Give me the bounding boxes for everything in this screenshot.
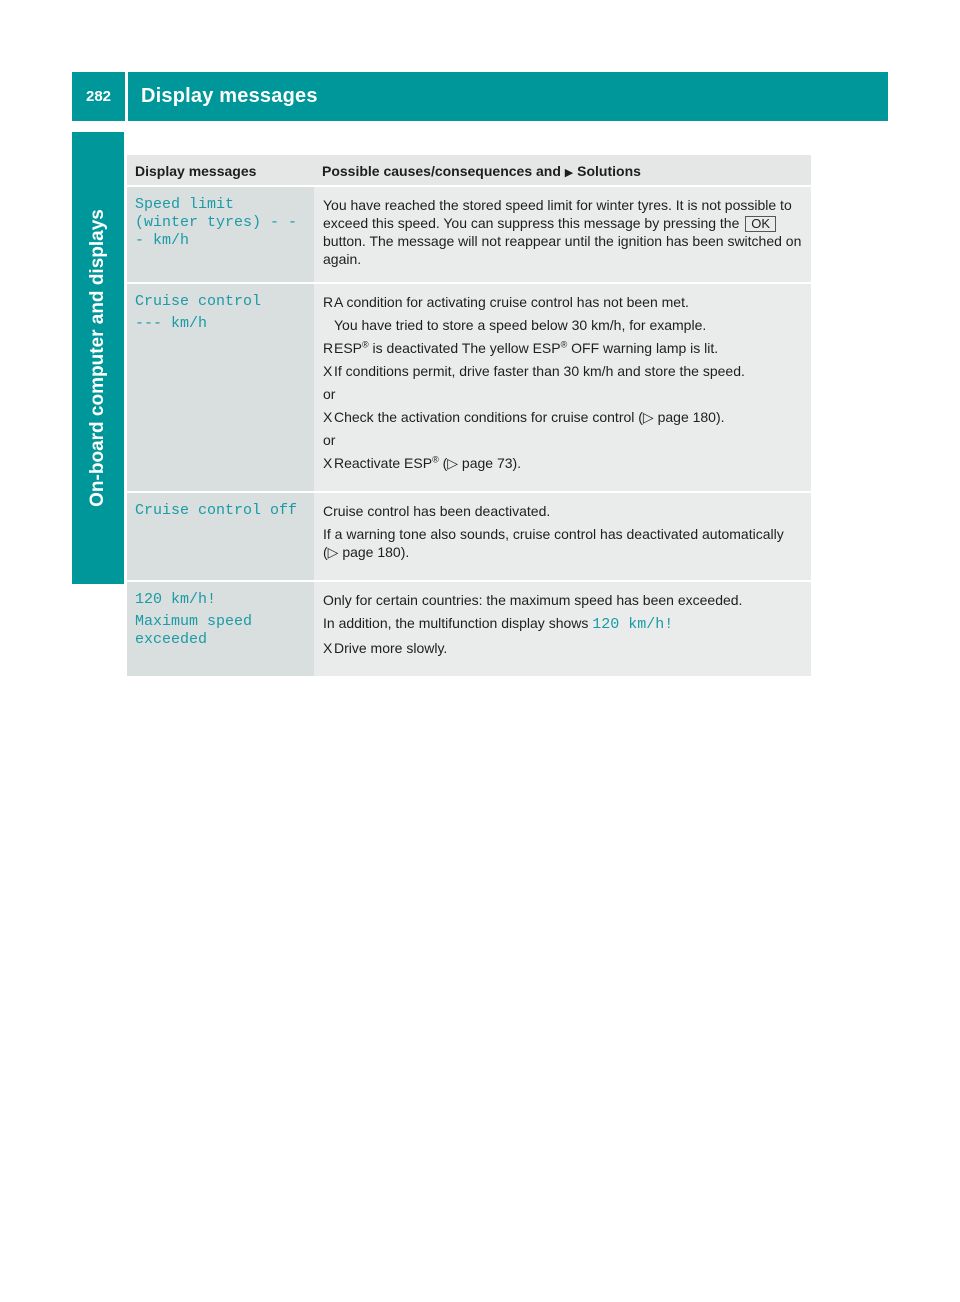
- description-text: In addition, the multifunction display shows 120 km/h!: [323, 615, 674, 633]
- action-icon: X: [323, 409, 333, 425]
- message-line: Cruise control: [135, 293, 262, 310]
- row-description: [314, 283, 811, 492]
- table-header-row: [127, 155, 811, 186]
- solution-arrow-icon: ▶: [564, 167, 574, 179]
- bullet-icon: R: [323, 340, 334, 356]
- description-text: button. The message will not reappear until the ignition has been switched on again.: [323, 233, 802, 267]
- or-label: or: [323, 432, 336, 448]
- page-title: Display messages: [141, 85, 318, 107]
- row-description: [314, 186, 811, 283]
- solution-step: X Reactivate ESP® (▷ page 73).: [323, 454, 522, 471]
- display-message: Cruise control off: [127, 492, 314, 581]
- or-label: or: [323, 386, 336, 402]
- table-row: [127, 492, 811, 581]
- bullet-icon: R: [323, 294, 334, 310]
- table-row: [127, 283, 811, 492]
- message-line: Maximum speed exceeded: [135, 613, 253, 648]
- description-text: Only for certain countries: the maximum speed has been exceeded.: [323, 592, 743, 608]
- row-description: [314, 492, 811, 581]
- description-text: Cruise control has been deactivated.: [323, 503, 551, 519]
- cause-item: RA condition for activating cruise control has not been met.: [323, 294, 689, 310]
- display-message: Speed limit (winter tyres) - - - km/h: [127, 186, 314, 283]
- registered-mark: ®: [560, 339, 568, 350]
- description-text: If a warning tone also sounds, cruise control has deactivated automatically (▷ page 180).: [323, 526, 784, 560]
- action-icon: X: [323, 640, 333, 656]
- message-line: --- km/h: [135, 315, 208, 332]
- causes-label: Possible causes/consequences and: [322, 163, 561, 179]
- solution-step: X If conditions permit, drive faster than 30 km/h and store the speed.: [323, 363, 745, 379]
- column-header-messages: Display messages: [127, 155, 314, 186]
- solution-step: X Drive more slowly.: [323, 640, 448, 656]
- display-message: [127, 581, 314, 676]
- description-text: You have reached the stored speed limit for winter tyres. It is not possible to exceed this speed. You can suppress this message by pressing the: [323, 197, 792, 231]
- cause-item: RESP® is deactivated The yellow ESP® OFF warning lamp is lit.: [323, 339, 719, 356]
- inline-display-message: 120 km/h!: [592, 616, 674, 633]
- action-icon: X: [323, 363, 333, 379]
- column-header-causes: [314, 155, 811, 186]
- table-row: [127, 186, 811, 283]
- solution-step: X Check the activation conditions for cruise control (▷ page 180).: [323, 409, 725, 425]
- display-message: [127, 283, 314, 492]
- action-icon: X: [323, 455, 333, 471]
- ok-button-icon: OK: [745, 216, 776, 232]
- registered-mark: ®: [362, 339, 369, 350]
- table-row: [127, 581, 811, 676]
- message-line: 120 km/h!: [135, 591, 217, 608]
- row-description: [314, 581, 811, 676]
- header-divider: [125, 72, 128, 121]
- side-tab-label: On-board computer and displays: [87, 209, 108, 507]
- solutions-label: Solutions: [577, 163, 641, 179]
- registered-mark: ®: [432, 454, 439, 465]
- display-messages-table: [127, 155, 811, 676]
- cause-detail: You have tried to store a speed below 30 km/h, for example.: [334, 317, 707, 333]
- page-number: 282: [85, 88, 112, 105]
